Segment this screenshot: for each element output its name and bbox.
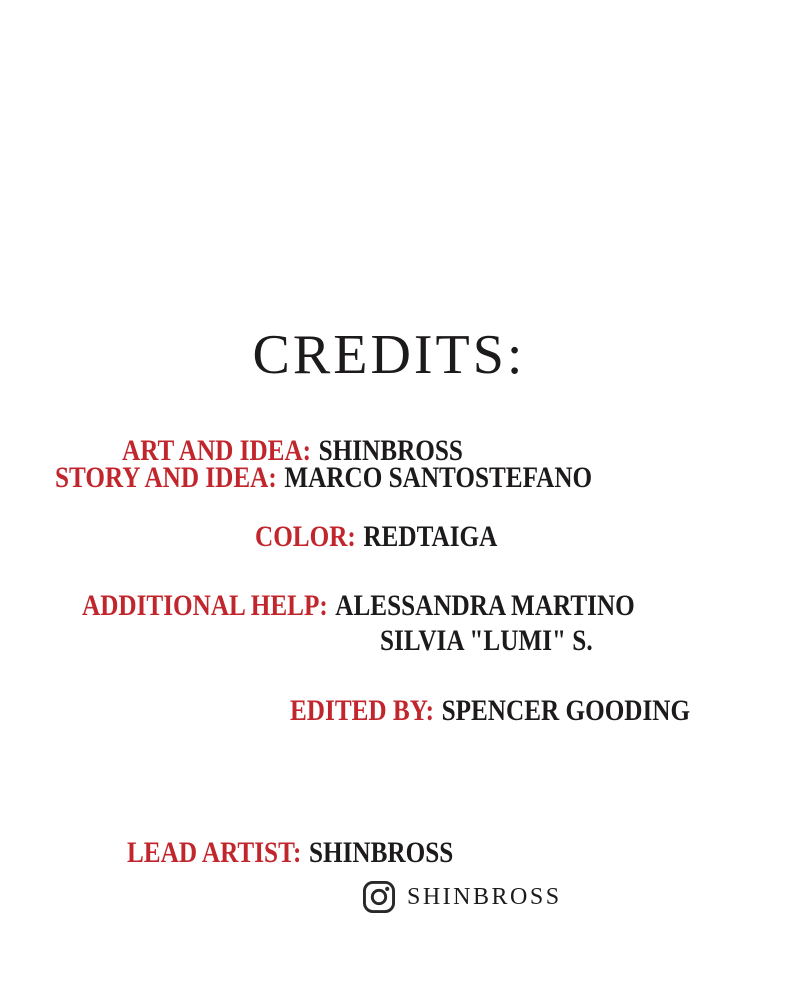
credit-label: ART AND IDEA: — [122, 434, 312, 467]
credit-value: SPENCER GOODING — [441, 694, 691, 727]
credit-value: ALESSANDRA MARTINO — [335, 589, 635, 622]
credit-label: STORY AND IDEA: — [55, 461, 277, 494]
credit-line-color — [255, 522, 497, 552]
credit-label: EDITED BY: — [290, 694, 435, 727]
credit-line-additional-help-2 — [380, 626, 593, 656]
credit-value: MARCO SANTOSTEFANO — [284, 461, 593, 494]
credit-line-edited-by — [290, 696, 690, 726]
credit-value: SHINBROSS — [308, 836, 454, 869]
credit-label: ADDITIONAL HELP: — [82, 589, 328, 622]
credit-label: COLOR: — [255, 520, 356, 553]
credit-line-lead-artist — [127, 838, 453, 868]
credit-value: SILVIA "LUMI" S. — [380, 624, 593, 657]
page-title: CREDITS: — [252, 324, 526, 386]
credit-label: LEAD ARTIST: — [127, 836, 302, 869]
instagram-credit — [362, 880, 562, 914]
credit-value: SHINBROSS — [318, 434, 463, 467]
credit-line-story-and-idea — [55, 463, 592, 493]
credit-value: REDTAIGA — [363, 520, 498, 553]
instagram-icon — [362, 880, 396, 914]
instagram-handle: SHINBROSS — [407, 884, 562, 910]
credit-line-additional-help — [82, 591, 635, 621]
